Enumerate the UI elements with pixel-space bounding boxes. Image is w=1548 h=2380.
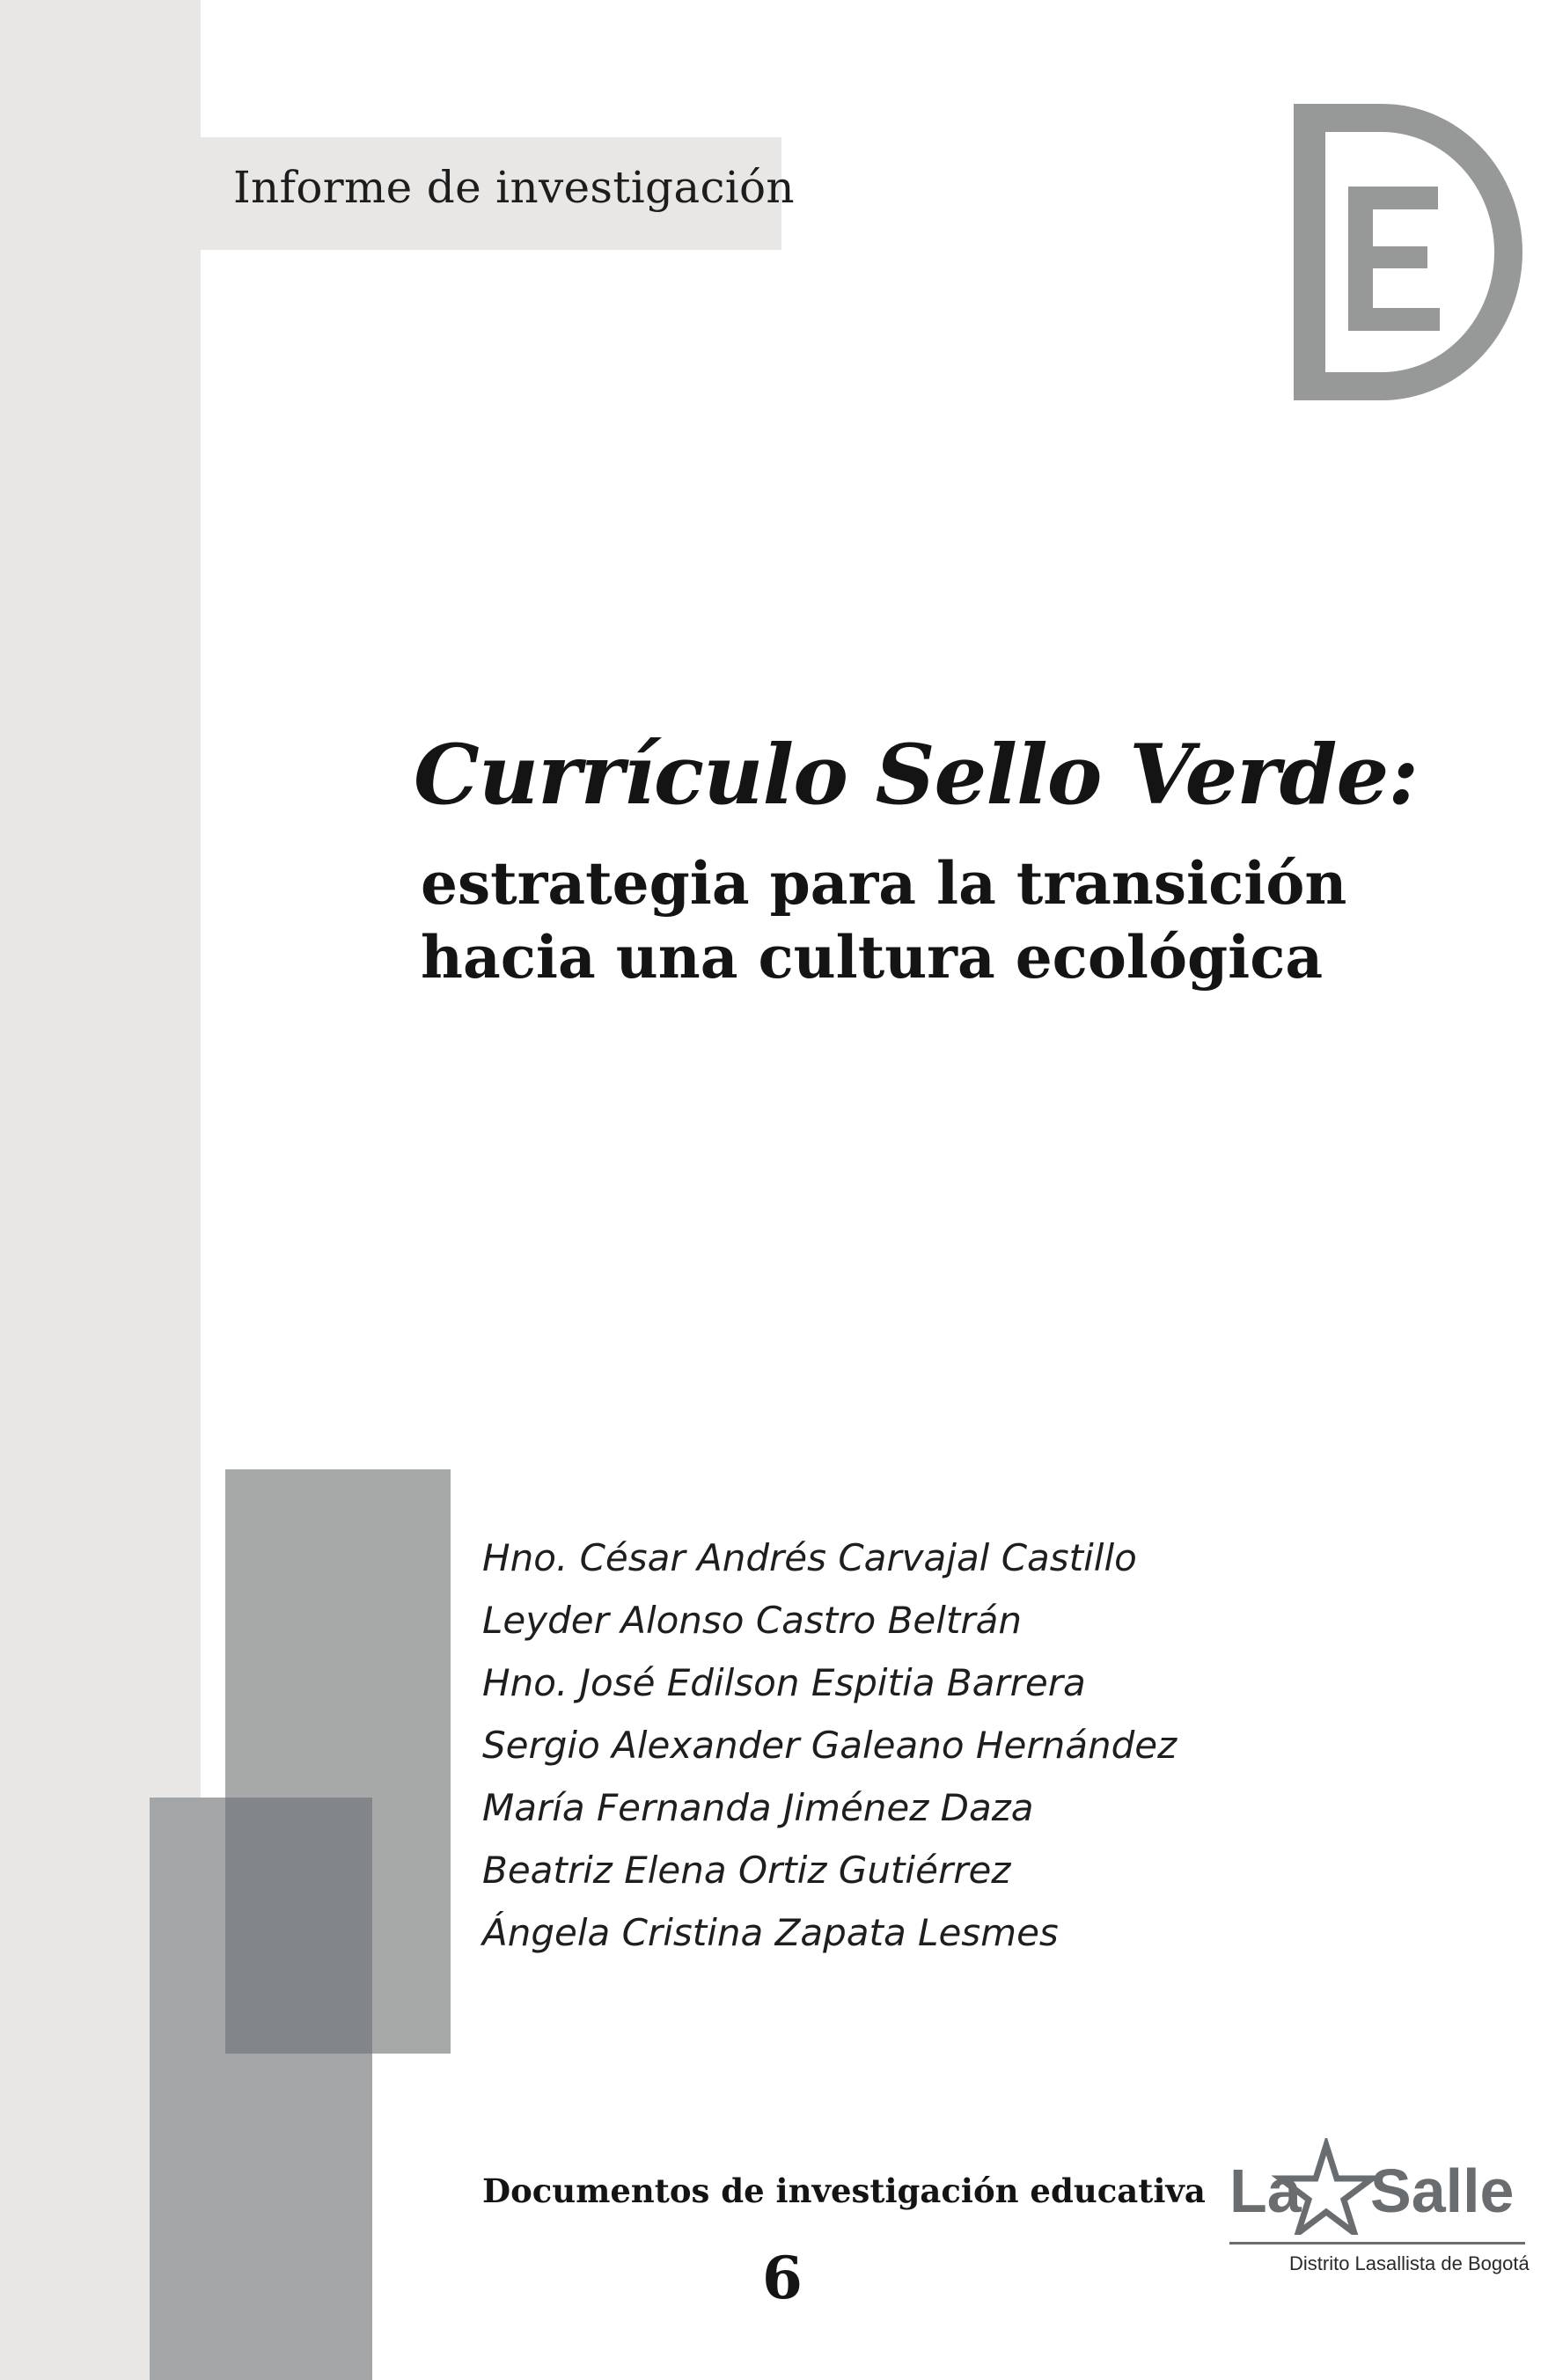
author-name: Beatriz Elena Ortiz Gutiérrez bbox=[482, 1849, 1011, 1892]
subtitle-line-2: hacia una cultura ecológica bbox=[421, 923, 1324, 992]
lasalle-logo bbox=[1228, 2138, 1530, 2292]
document-subtitle bbox=[421, 846, 1389, 994]
author-name: Hno. José Edilson Espitia Barrera bbox=[482, 1661, 1086, 1704]
de-logo-icon bbox=[1294, 97, 1522, 405]
lasalle-name-right: Salle bbox=[1370, 2157, 1515, 2225]
series-label: Informe de investigación bbox=[233, 162, 795, 213]
subtitle-line-1: estrategia para la transición bbox=[421, 849, 1347, 918]
author-name: Hno. César Andrés Carvajal Castillo bbox=[482, 1536, 1137, 1579]
lasalle-star-icon bbox=[1228, 2138, 1527, 2235]
author-name: Sergio Alexander Galeano Hernández bbox=[482, 1724, 1178, 1767]
author-name: Ángela Cristina Zapata Lesmes bbox=[482, 1911, 1059, 1954]
document-title: Currículo Sello Verde: bbox=[414, 727, 1419, 824]
author-name: María Fernanda Jiménez Daza bbox=[482, 1786, 1034, 1829]
author-name: Leyder Alonso Castro Beltrán bbox=[482, 1599, 1022, 1642]
lasalle-name-left: La bbox=[1229, 2157, 1302, 2225]
lasalle-divider bbox=[1229, 2242, 1525, 2245]
lasalle-subtitle: Distrito Lasallista de Bogotá bbox=[1289, 2252, 1530, 2274]
author-list bbox=[482, 1527, 1177, 1964]
collection-name: Documentos de investigación educativa bbox=[482, 2171, 1206, 2210]
volume-number: 6 bbox=[762, 2244, 803, 2312]
decorative-rectangle-overlap bbox=[225, 1798, 372, 2054]
